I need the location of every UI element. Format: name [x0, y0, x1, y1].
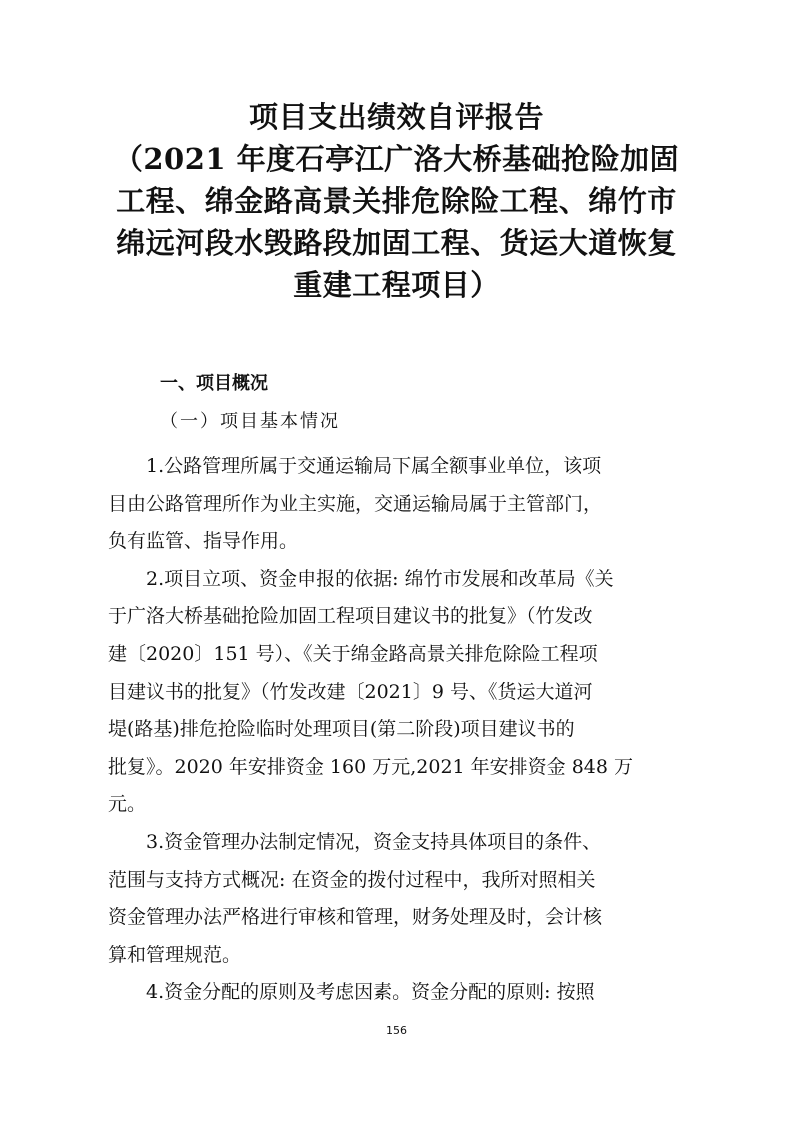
- title-line: 绵远河段水毁路段加固工程、货运大道恢复: [116, 226, 677, 260]
- text-line: 元。: [108, 793, 147, 816]
- text-line: 4.资金分配的原则及考虑因素。资金分配的原则: 按照: [146, 981, 595, 1004]
- paragraph-3: [108, 824, 688, 974]
- text-line: 3.资金管理办法制定情况，资金支持具体项目的条件、: [146, 830, 602, 853]
- text-line: 批复》。2020 年安排资金 160 万元,2021 年安排资金 848 万: [108, 755, 634, 778]
- text-line: 于广洛大桥基础抢险加固工程项目建议书的批复》（竹发改: [108, 605, 593, 628]
- title-line: 工程、绵金路高景关排危除险工程、绵竹市: [116, 184, 677, 218]
- body-text: [108, 448, 688, 1012]
- text-line: 目建议书的批复》（竹发改建〔2021〕9 号、《货运大道河: [108, 680, 593, 703]
- subsection-heading: （一）项目基本情况: [160, 411, 340, 432]
- text-line: 范围与支持方式概况: 在资金的拨付过程中，我所对照相关: [108, 868, 596, 891]
- text-line: 建〔2020〕151 号）、《关于绵金路高景关排危除险工程项: [108, 642, 598, 665]
- page-number: 156: [386, 1024, 407, 1037]
- paragraph-1: [108, 448, 688, 561]
- paragraph-4: [108, 974, 688, 1012]
- text-line: 资金管理办法严格进行审核和管理，财务处理及时，会计核: [108, 906, 603, 929]
- title-line: （2021 年度石亭江广洛大桥基础抢险加固: [113, 142, 680, 176]
- title-line: 重建工程项目）: [293, 268, 500, 302]
- text-line: 2.项目立项、资金申报的依据: 绵竹市发展和改革局《关: [146, 567, 614, 590]
- report-title: [100, 96, 693, 306]
- section-heading: 一、项目概况: [160, 373, 268, 394]
- text-line: 目由公路管理所作为业主实施，交通运输局属于主管部门，: [108, 492, 603, 515]
- text-line: 堤(路基)排危抢险临时处理项目(第二阶段)项目建议书的: [108, 718, 575, 741]
- text-line: 负有监管、指导作用。: [108, 530, 299, 553]
- text-line: 算和管理规范。: [108, 943, 242, 966]
- paragraph-2: [108, 561, 688, 824]
- text-line: 1.公路管理所属于交通运输局下属全额事业单位，该项: [146, 455, 602, 477]
- title-line: 项目支出绩效自评报告: [248, 100, 544, 134]
